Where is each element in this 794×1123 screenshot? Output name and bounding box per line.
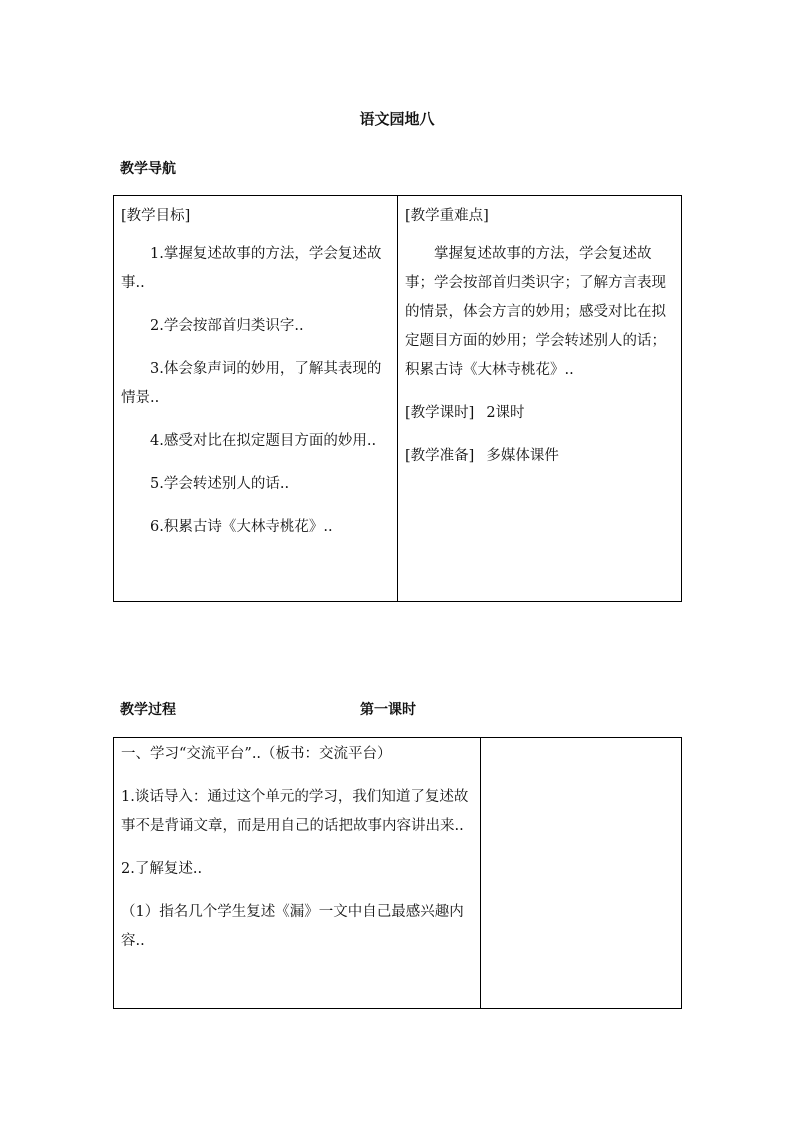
teaching-goals-cell: [114, 196, 397, 601]
goal-item: 1.掌握复述故事的方法，学会复述故事..: [121, 246, 382, 291]
teaching-hours-value: 2课时: [486, 405, 525, 421]
teaching-process-table: [113, 737, 682, 1009]
goal-item: 5.学会转述别人的话..: [150, 476, 290, 492]
teaching-focus-text: 掌握复述故事的方法，学会复述故事；学会按部首归类识字；了解方言表现的情景，体会方言的妙用；感受对比在拟定题目方面的妙用；学会转述别人的话；积累古诗《大林寺桃花》..: [405, 246, 666, 378]
goal-item: 4.感受对比在拟定题目方面的妙用..: [150, 433, 377, 449]
process-line: （1）指名几个学生复述《漏》一文中自己最感兴趣内容..: [121, 904, 464, 949]
teaching-focus-header: [教学重难点]: [405, 208, 489, 224]
teaching-prep-label: [教学准备]: [405, 448, 475, 464]
first-lesson-label: 第一课时: [360, 702, 416, 718]
goal-item: 2.学会按部首归类识字..: [150, 318, 304, 334]
teaching-hours-row: [405, 399, 675, 428]
teaching-focus-cell: [398, 196, 681, 601]
teaching-prep-value: 多媒体课件: [486, 448, 559, 464]
teaching-navigation-table: [113, 195, 682, 602]
process-line: 一、学习“交流平台”..（板书：交流平台）: [121, 746, 392, 762]
teaching-goals-header: [教学目标]: [121, 208, 191, 224]
goal-item: 3.体会象声词的妙用，了解其表现的情景..: [121, 361, 382, 406]
page-title: 语文园地八: [359, 110, 435, 128]
process-notes-cell: [481, 738, 681, 1008]
process-line: 1.谈话导入：通过这个单元的学习，我们知道了复述故事不是背诵文章，而是用自己的话把故事内容讲出来..: [121, 789, 469, 834]
teaching-hours-label: [教学课时]: [405, 405, 475, 421]
process-content-cell: [114, 738, 480, 1008]
goal-item: 6.积累古诗《大林寺桃花》..: [150, 519, 333, 535]
teaching-process-label: 教学过程: [120, 702, 176, 718]
teaching-prep-row: [405, 442, 675, 471]
teaching-navigation-label: 教学导航: [120, 161, 176, 177]
process-line: 2.了解复述..: [121, 861, 203, 877]
